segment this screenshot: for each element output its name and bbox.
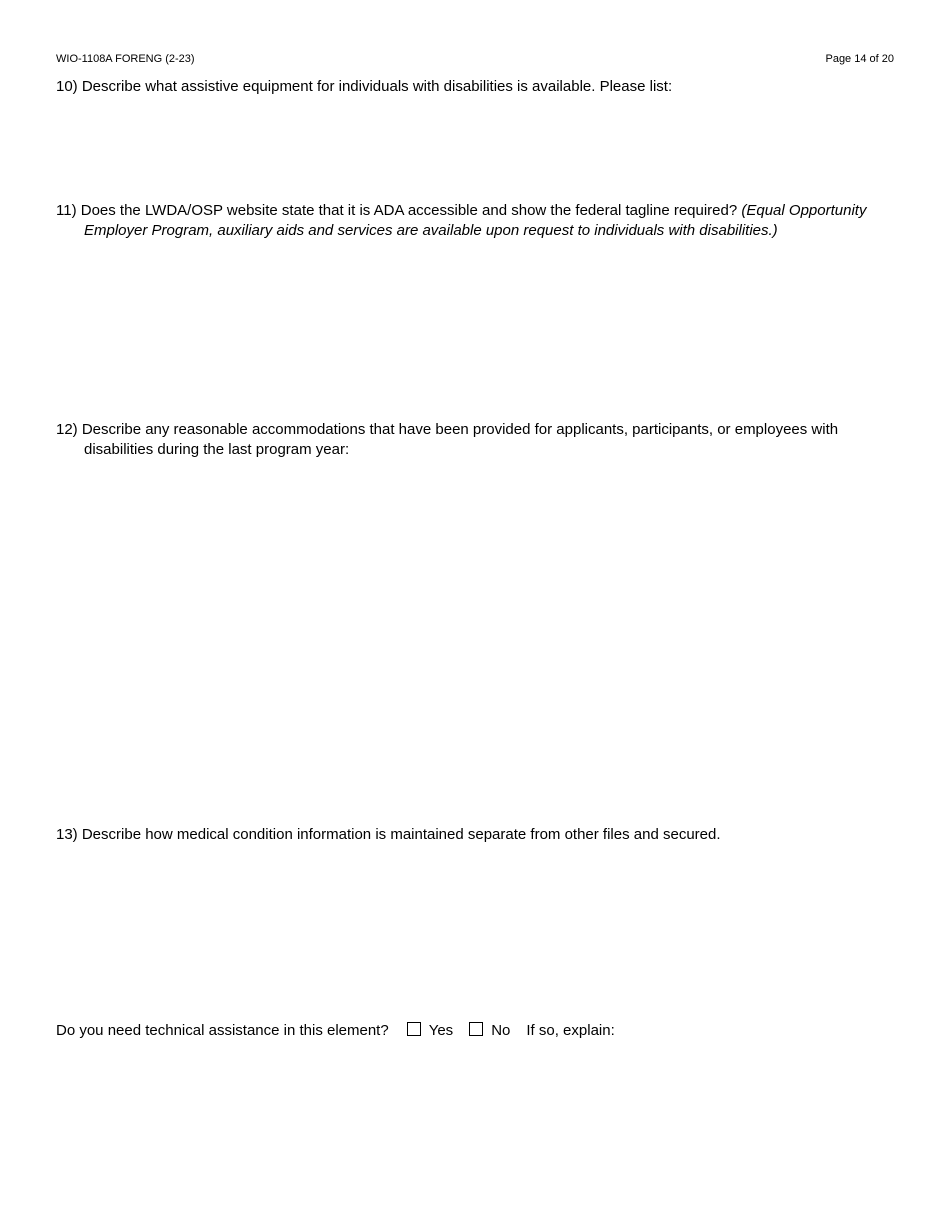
explain-label: If so, explain: [526,1022,615,1039]
question-12-text: 12) Describe any reasonable accommodations that have been provided for applicants, participants, or employees with disabilities during the last program year: [56,421,839,458]
yes-label: Yes [428,1022,454,1039]
technical-assistance-explain-field[interactable] [56,1046,894,1206]
question-13-text: 13) Describe how medical condition information is maintained separate from other files and secured. [56,826,721,843]
technical-assistance-question: Do you need technical assistance in this element? [56,1022,389,1039]
answer-field-10[interactable] [56,102,894,198]
question-11-italic-note: (Equal Opportunity Employer Program, auxiliary aids and services are available upon request to individuals with disabilities.) [84,202,867,239]
question-11-text: 11) Does the LWDA/OSP website state that it is ADA accessible and show the federal tagline required? [56,202,742,219]
form-id: WIO-1108A FORENG (2-23) [56,53,195,65]
answer-field-11[interactable] [56,246,894,416]
question-10 [56,77,898,97]
question-11 [56,201,898,241]
question-13 [56,825,898,845]
technical-assistance-row [56,1021,615,1041]
yes-checkbox[interactable] [407,1022,421,1036]
page-number: Page 14 of 20 [825,53,894,65]
no-checkbox[interactable] [469,1022,483,1036]
answer-field-12[interactable] [56,464,894,820]
question-10-text: 10) Describe what assistive equipment for individuals with disabilities is available. Please list: [56,78,673,95]
question-12 [56,420,898,460]
no-label: No [491,1022,511,1039]
answer-field-13[interactable] [56,850,894,1010]
